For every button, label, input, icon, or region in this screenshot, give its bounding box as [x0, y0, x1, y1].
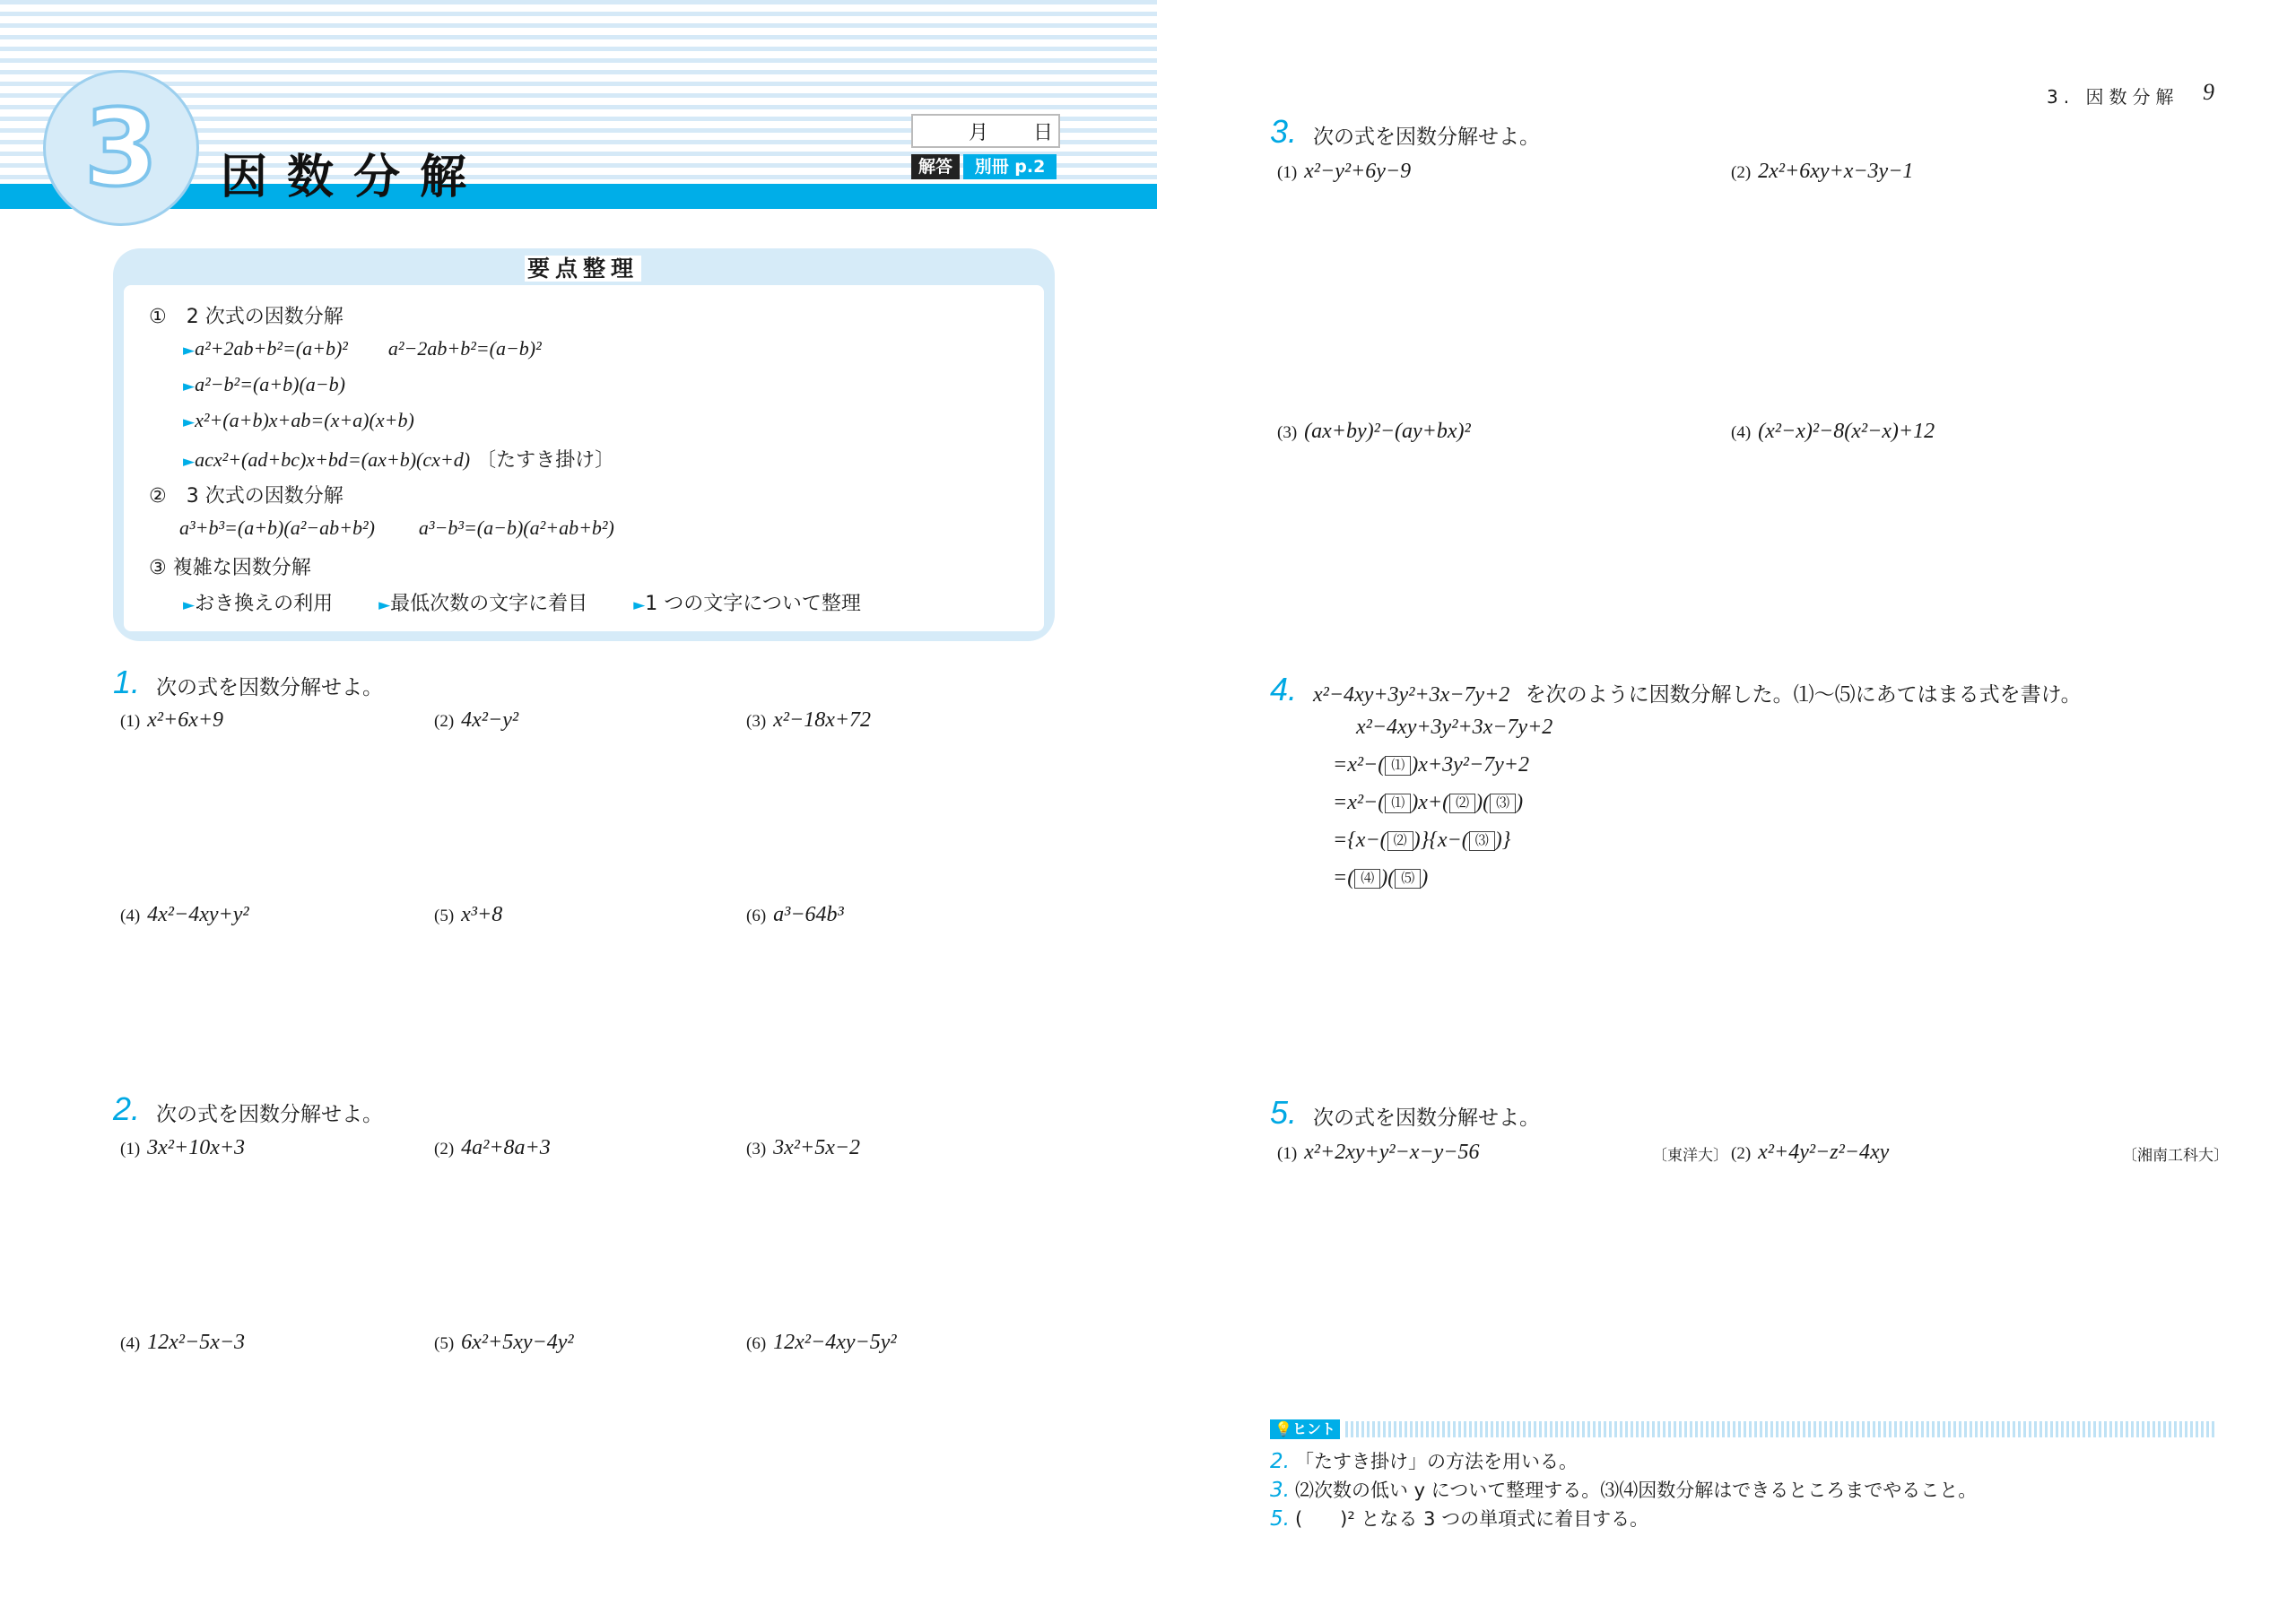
summary-formula-2: ►a²−b²=(a+b)(a−b) — [183, 373, 345, 395]
answer-box[interactable]: ⑶ — [1490, 794, 1516, 813]
problem-1-item: (6) a³−64b³ — [746, 903, 844, 926]
answer-box[interactable]: ⑵ — [1449, 794, 1475, 813]
problem-4-line: ={x−( ⑵ )}{x−( ⑶ )} — [1333, 829, 1511, 852]
hint-line: 3. ⑵次数の低い y について整理する。⑶⑷因数分解はできるところまでやること。 — [1270, 1479, 1978, 1502]
problem-2-number: 2. — [113, 1090, 141, 1127]
problem-1-item: (1) x²+6x+9 — [120, 708, 224, 732]
problem-3-number: 3. — [1270, 113, 1298, 150]
summary-section-3: ③ 複雑な因数分解 — [149, 557, 311, 579]
hint-line: 5. ( )² となる 3 つの単項式に着目する。 — [1270, 1507, 1649, 1531]
problem-3-text: 次の式を因数分解せよ。 — [1313, 126, 1540, 149]
chapter-number: 3 — [83, 86, 159, 210]
problem-4-text: x²−4xy+3y²+3x−7y+2 を次のように因数分解した。⑴〜⑸にあてはまる式を書け。 — [1313, 683, 2082, 707]
problem-5-text: 次の式を因数分解せよ。 — [1313, 1107, 1540, 1130]
triangle-icon: ► — [183, 378, 196, 395]
problem-2-item: (5) 6x²+5xy−4y² — [434, 1331, 574, 1354]
triangle-icon: ► — [183, 342, 196, 360]
problem-1-item: (3) x²−18x+72 — [746, 708, 872, 732]
answer-box[interactable]: ⑵ — [1387, 831, 1413, 851]
problem-2-item: (6) 12x²−4xy−5y² — [746, 1331, 897, 1354]
hint-line: 2. 「たすき掛け」の方法を用いる。 — [1270, 1450, 1578, 1473]
problem-2-text: 次の式を因数分解せよ。 — [156, 1103, 383, 1126]
problem-4-line: =x²−( ⑴ )x+( ⑵ )( ⑶ ) — [1333, 791, 1524, 814]
summary-formula-1: ►a²+2ab+b²=(a+b)² a²−2ab+b²=(a−b)² — [183, 337, 542, 360]
summary-techniques: ►おき換えの利用 ►最低次数の文字に着目 ►1 つの文字について整理 — [183, 593, 861, 615]
problem-5-number: 5. — [1270, 1094, 1298, 1131]
triangle-icon: ► — [183, 413, 196, 431]
chapter-title: 因数分解 — [221, 151, 487, 204]
running-head: 3. 因数分解 — [2047, 86, 2179, 108]
answer-box[interactable]: ⑷ — [1354, 869, 1380, 889]
problem-2-item: (3) 3x²+5x−2 — [746, 1136, 861, 1159]
problem-5-item: (2) x²+4y²−z²−4xy — [1731, 1141, 1890, 1164]
problem-1-item: (2) 4x²−y² — [434, 708, 519, 732]
problem-4-line: =x²−( ⑴ )x+3y²−7y+2 — [1333, 753, 1529, 777]
source-label: 〔湘南工科大〕 — [2122, 1147, 2229, 1165]
summary-formula-4: ►acx²+(ad+bc)x+bd=(ax+b)(cx+d) 〔たすき掛け〕 — [183, 448, 615, 472]
problem-4-line: x²−4xy+3y²+3x−7y+2 — [1356, 716, 1553, 739]
problem-3-item: (1) x²−y²+6y−9 — [1277, 160, 1412, 183]
problem-3-item: (3) (ax+by)²−(ay+bx)² — [1277, 420, 1471, 443]
summary-section-2: ② 3 次式の因数分解 — [149, 485, 344, 508]
answer-box[interactable]: ⑸ — [1395, 869, 1421, 889]
answer-ref: 別冊 p.2 — [963, 154, 1057, 179]
triangle-icon: ► — [183, 453, 196, 471]
problem-1-item: (5) x³+8 — [434, 903, 503, 926]
answer-box[interactable]: ⑶ — [1469, 831, 1495, 851]
triangle-icon: ► — [378, 596, 391, 614]
source-label: 〔東洋大〕 — [1652, 1147, 1728, 1165]
problem-3-item: (2) 2x²+6xy+x−3y−1 — [1731, 160, 1914, 183]
date-day-label: 日 — [1033, 122, 1054, 144]
lightbulb-icon: 💡 — [1274, 1420, 1292, 1437]
problem-3-item: (4) (x²−x)²−8(x²−x)+12 — [1731, 420, 1935, 443]
problem-5-item: (1) x²+2xy+y²−x−y−56 — [1277, 1141, 1480, 1164]
answer-box[interactable]: ⑴ — [1385, 794, 1411, 813]
problem-2-item: (4) 12x²−5x−3 — [120, 1331, 246, 1354]
hint-stripe — [1345, 1421, 2215, 1437]
date-box — [911, 114, 1060, 148]
date-month-label: 月 — [969, 122, 989, 144]
page-number: 9 — [2203, 79, 2214, 105]
problem-4-number: 4. — [1270, 671, 1298, 707]
summary-formula-3: ►x²+(a+b)x+ab=(x+a)(x+b) — [183, 409, 414, 431]
problem-1-item: (4) 4x²−4xy+y² — [120, 903, 249, 926]
problem-1-text: 次の式を因数分解せよ。 — [156, 676, 383, 699]
summary-title: 要点整理 — [502, 251, 664, 283]
summary-section-1: ① 2 次式の因数分解 — [149, 306, 344, 328]
answer-label: 解答 — [911, 154, 960, 179]
problem-1-number: 1. — [113, 664, 141, 700]
summary-formula-5: a³+b³=(a+b)(a²−ab+b²) a³−b³=(a−b)(a²+ab+b²) — [179, 516, 614, 539]
problem-4-line: =( ⑷ )( ⑸ ) — [1333, 866, 1429, 890]
problem-2-item: (1) 3x²+10x+3 — [120, 1136, 246, 1159]
triangle-icon: ► — [633, 596, 646, 614]
hint-label: 💡ヒント — [1270, 1419, 1340, 1439]
triangle-icon: ► — [183, 596, 196, 614]
problem-2-item: (2) 4a²+8a+3 — [434, 1136, 551, 1159]
answer-box[interactable]: ⑴ — [1385, 756, 1411, 776]
